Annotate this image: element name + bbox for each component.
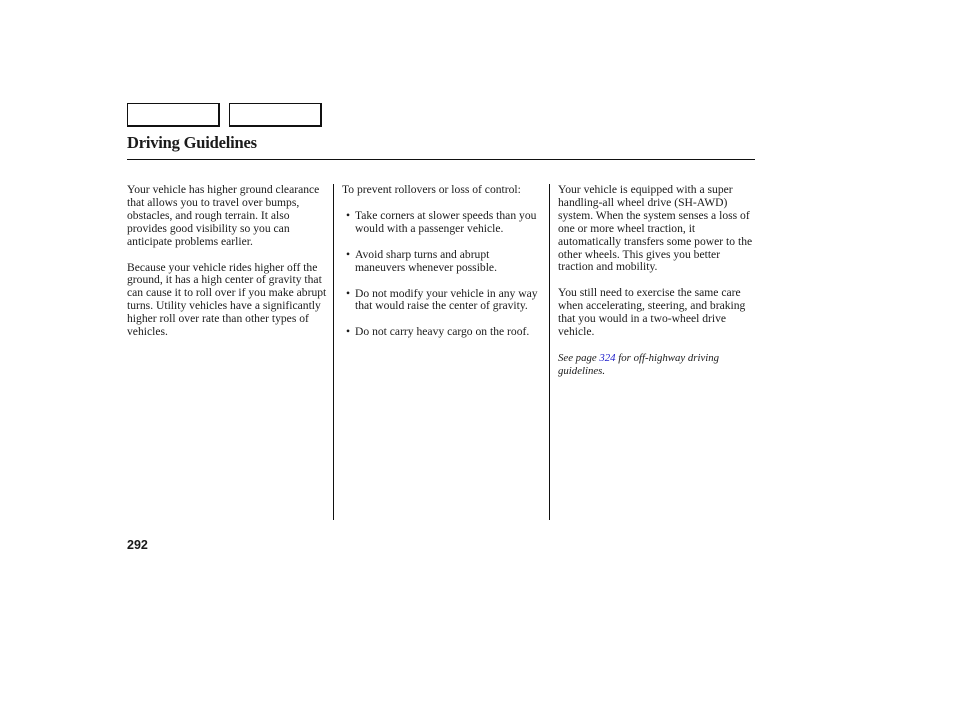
paragraph: Your vehicle is equipped with a super handling-all wheel drive (SH-AWD) system. When the system senses a loss of one or more wheel traction, it automatically transfers some power to the other wheels. This gives you better traction and mobility. bbox=[558, 183, 753, 274]
title-divider bbox=[127, 159, 755, 160]
column-divider bbox=[549, 184, 550, 520]
nav-tab-contents[interactable] bbox=[127, 103, 220, 127]
page-link[interactable]: 324 bbox=[599, 351, 616, 364]
intro-paragraph: To prevent rollovers or loss of control: bbox=[342, 183, 521, 196]
page-reference-note bbox=[558, 352, 758, 378]
column-divider bbox=[333, 184, 334, 520]
paragraph: Because your vehicle rides higher off the ground, it has a high center of gravity that can cause it to roll over if you make abrupt turns. Utility vehicles have a significantly higher roll over rate than other types of vehicles. bbox=[127, 260, 327, 339]
list-item: • Avoid sharp turns and abrupt maneuvers whenever possible. bbox=[342, 249, 542, 275]
page-number: 292 bbox=[127, 538, 148, 552]
paragraph: Your vehicle has higher ground clearance that allows you to travel over bumps, obstacles, and rough terrain. It also provides good visibility so you can anticipate problems earlier. bbox=[127, 183, 320, 248]
column-left bbox=[127, 184, 327, 352]
list-item: • Do not modify your vehicle in any way that would raise the center of gravity. bbox=[342, 288, 542, 314]
note-suffix: for off-highway driving guidelines. bbox=[558, 351, 720, 377]
list-item: • Take corners at slower speeds than you would with a passenger vehicle. bbox=[342, 210, 542, 236]
column-right bbox=[558, 184, 758, 391]
list-item: • Do not carry heavy cargo on the roof. bbox=[342, 326, 542, 339]
nav-tab-index[interactable] bbox=[229, 103, 322, 127]
column-middle bbox=[342, 184, 542, 352]
paragraph: You still need to exercise the same care when accelerating, steering, and braking that you would in a two-wheel drive vehicle. bbox=[558, 286, 746, 339]
rollover-tips-list bbox=[342, 210, 542, 339]
note-prefix: See page bbox=[558, 351, 600, 364]
page-title: Driving Guidelines bbox=[127, 133, 257, 152]
